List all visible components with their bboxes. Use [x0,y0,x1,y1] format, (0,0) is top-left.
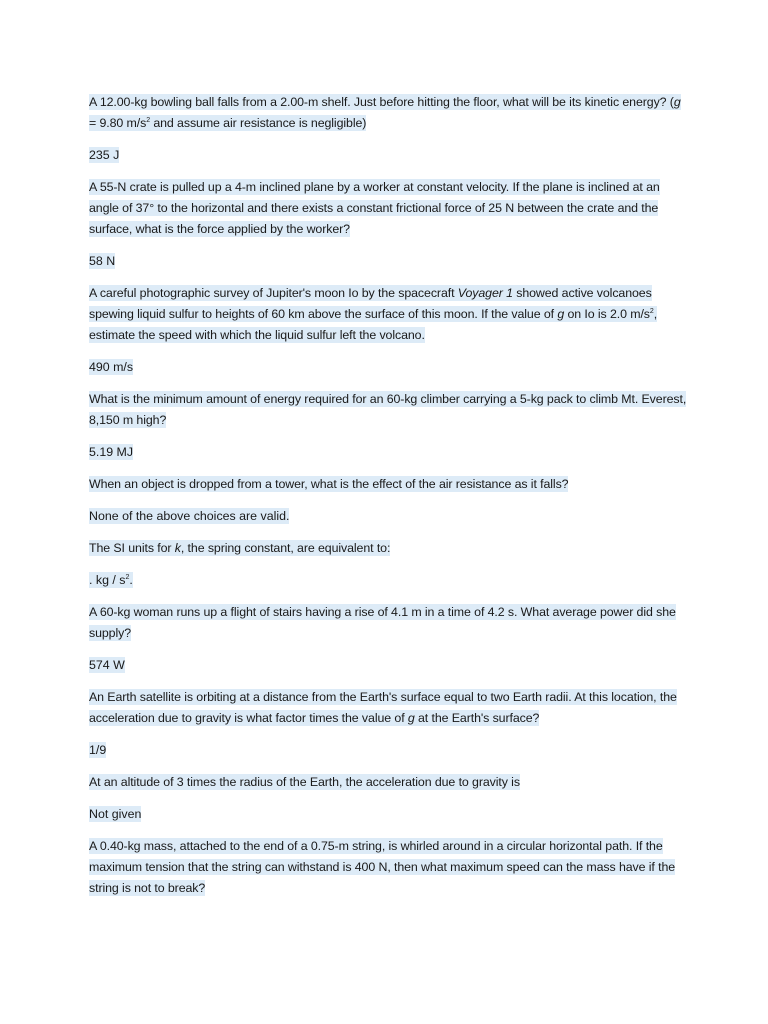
answer-paragraph [89,655,688,676]
highlighted-text [89,540,390,556]
answer-paragraph [89,357,688,378]
question-paragraph [89,283,688,346]
answer-paragraph [89,145,688,166]
superscript: 2 [125,573,130,581]
answer-paragraph [89,804,688,825]
highlighted-text [89,444,133,460]
text-run: Not given [89,807,142,821]
text-run: 5.19 MJ [89,445,134,459]
text-run: None of the above choices are valid. [89,509,290,523]
text-run: A 0.40-kg mass, attached to the end of a 0.75-m string, is whirled around in a circular horizontal path. If the maximum tension that the string can withstand is 400 N, then what maximum speed can the mass have if the string is not to break? [89,839,676,895]
text-run: . kg / s [89,573,126,587]
highlighted-text [89,689,677,726]
text-run: The SI units for [89,541,175,555]
text-run: What is the minimum amount of energy required for an 60-kg climber carrying a 5-kg pack to climb Mt. Everest, 8,150 m high? [89,392,687,427]
text-run: A 60-kg woman runs up a flight of stairs having a rise of 4.1 m in a time of 4.2 s. What average power did she supply? [89,605,676,640]
text-run: 1/9 [89,743,107,757]
italic-text-run: g [557,307,565,321]
highlighted-text [89,806,141,822]
text-run: A careful photographic survey of Jupiter's moon Io by the spacecraft [89,286,458,300]
text-run: showed active volcanoes spewing liquid sulfur to heights of 60 km above the surface of this moon. If the value of [89,286,652,321]
question-paragraph [89,92,688,134]
question-paragraph [89,602,688,644]
text-run: A 12.00-kg bowling ball falls from a 2.00-m shelf. Just before hitting the floor, what will be its kinetic energy? ( [89,95,674,109]
superscript: 2 [649,307,654,315]
italic-text-run: g [673,95,681,109]
italic-text-run: g [407,711,415,725]
text-run: At an altitude of 3 times the radius of the Earth, the acceleration due to gravity is [89,775,520,789]
text-run: . [129,573,133,587]
highlighted-text [89,94,681,131]
text-run: An Earth satellite is orbiting at a distance from the Earth's surface equal to two Earth radii. At this location, the acceleration due to gravity is what factor times the value of [89,690,677,725]
question-paragraph [89,687,688,729]
highlighted-text [89,359,133,375]
qa-list [89,92,688,899]
highlighted-text [89,774,520,790]
text-run: A 55-N crate is pulled up a 4-m inclined plane by a worker at constant velocity. If the plane is inclined at an angle of 37° to the horizontal and there exists a constant frictional force of 25 N between the crate and the surface, what is the force applied by the worker? [89,180,660,236]
answer-paragraph [89,442,688,463]
text-run: , the spring constant, are equivalent to: [180,541,391,555]
highlighted-text [89,391,686,428]
highlighted-text [89,572,133,588]
question-paragraph [89,836,688,899]
answer-paragraph [89,740,688,761]
highlighted-text [89,604,676,641]
question-paragraph [89,474,688,495]
highlighted-text [89,147,119,163]
superscript: 2 [146,116,150,124]
answer-paragraph [89,251,688,272]
answer-paragraph [89,506,688,527]
text-run: and assume air resistance is negligible) [150,116,367,130]
text-run: 235 J [89,148,120,162]
highlighted-text [89,179,660,237]
highlighted-text [89,253,115,269]
answer-paragraph [89,570,688,591]
text-run: = 9.80 m/s [89,116,147,130]
text-run: at the Earth's surface? [414,711,540,725]
question-paragraph [89,538,688,559]
text-run: on Io is 2.0 m/s [564,307,650,321]
highlighted-text [89,476,568,492]
italic-text-run: k [174,541,181,555]
highlighted-text [89,742,106,758]
highlighted-text [89,285,657,343]
text-run: 574 W [89,658,125,672]
text-run: 490 m/s [89,360,134,374]
highlighted-text [89,838,675,896]
question-paragraph [89,389,688,431]
text-run: , estimate the speed with which the liquid sulfur left the volcano. [89,307,658,342]
question-paragraph [89,772,688,793]
text-run: When an object is dropped from a tower, what is the effect of the air resistance as it falls? [89,477,569,491]
highlighted-text [89,508,289,524]
question-paragraph [89,177,688,240]
text-run: 58 N [89,254,116,268]
italic-text-run: Voyager 1 [457,286,513,300]
highlighted-text [89,657,125,673]
